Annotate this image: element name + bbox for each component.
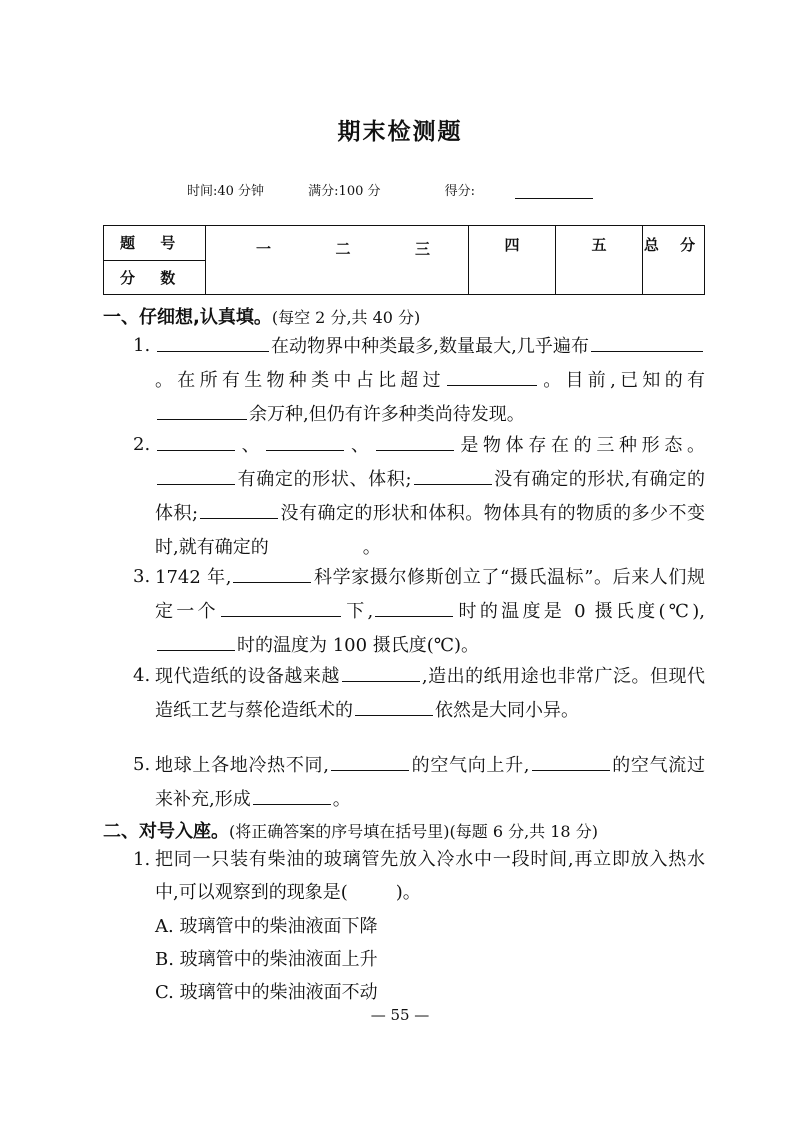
question-text: 的空气向上升, bbox=[410, 755, 530, 776]
question-1-5 bbox=[133, 748, 705, 816]
answer-blank[interactable] bbox=[331, 748, 409, 771]
question-text: 没有确定的形状,有确定的体积; bbox=[155, 469, 705, 524]
score-table bbox=[103, 225, 705, 295]
question-text: 的空气流过来补充,形成 bbox=[155, 755, 705, 810]
question-text: 在动物界中种类最多,数量最大,几乎遍布 bbox=[271, 336, 589, 357]
question-text: 下, bbox=[342, 601, 374, 622]
section1-heading bbox=[103, 303, 420, 329]
answer-blank[interactable] bbox=[157, 428, 235, 451]
question-text: )。 bbox=[395, 882, 421, 903]
exam-meta bbox=[0, 180, 800, 199]
question-text: 现代造纸的设备越来越 bbox=[155, 666, 340, 687]
separator: 、 bbox=[237, 435, 265, 456]
answer-blank[interactable] bbox=[157, 462, 235, 485]
question-text: 。 bbox=[332, 789, 351, 810]
full-score: 满分:100 分 bbox=[308, 184, 381, 199]
question-text: 把同一只装有柴油的玻璃管先放入冷水中一段时间,再立即放入热水中,可以观察到的现象是( bbox=[155, 849, 705, 903]
question-number: 4. bbox=[133, 665, 151, 686]
question-number: 1. bbox=[133, 335, 151, 356]
time-limit: 时间:40 分钟 bbox=[186, 184, 265, 199]
col-header-total: 总 分 bbox=[643, 226, 705, 295]
answer-blank[interactable] bbox=[591, 329, 703, 352]
answer-blank[interactable] bbox=[266, 428, 344, 451]
option-b: B. 玻璃管中的柴油液面上升 bbox=[155, 949, 378, 970]
question-1-2 bbox=[133, 428, 705, 564]
question-text: ,造出的纸用途也非常广泛。但现代造纸工艺与蔡伦造纸术的 bbox=[155, 666, 705, 721]
section1-note: (每空 2 分,共 40 分) bbox=[271, 308, 421, 327]
question-number: 1. bbox=[133, 849, 151, 870]
section2-heading bbox=[103, 817, 598, 843]
score-blank[interactable] bbox=[515, 186, 593, 199]
answer-blank[interactable] bbox=[157, 329, 269, 352]
question-text: 。在所有生物种类中占比超过 bbox=[155, 370, 445, 391]
section1-title: 一、仔细想,认真填。 bbox=[103, 307, 272, 328]
question-text: 依然是大同小异。 bbox=[435, 700, 579, 721]
row-label-score: 分 数 bbox=[104, 260, 206, 295]
question-text: 。目前,已知的有 bbox=[538, 370, 705, 391]
answer-blank[interactable] bbox=[532, 748, 610, 771]
answer-blank[interactable] bbox=[271, 530, 361, 553]
page-title: 期末检测题 bbox=[337, 119, 463, 145]
separator: 、 bbox=[346, 435, 374, 456]
option-a: A. 玻璃管中的柴油液面下降 bbox=[155, 916, 378, 937]
answer-blank[interactable] bbox=[157, 397, 247, 420]
col-header-3: 三 bbox=[414, 240, 430, 258]
answer-blank[interactable] bbox=[200, 496, 278, 519]
answer-blank[interactable] bbox=[355, 693, 433, 716]
answer-blank[interactable] bbox=[253, 782, 331, 805]
question-1-4 bbox=[133, 659, 705, 727]
question-text: 。 bbox=[362, 537, 381, 558]
answer-blank[interactable] bbox=[375, 594, 453, 617]
question-1-3 bbox=[133, 560, 705, 662]
col-header-2: 二 bbox=[335, 240, 351, 258]
question-text: 1742 年, bbox=[155, 567, 232, 588]
answer-blank[interactable] bbox=[221, 594, 341, 617]
section2-note: (将正确答案的序号填在括号里)(每题 6 分,共 18 分) bbox=[229, 822, 598, 841]
answer-blank[interactable] bbox=[414, 462, 492, 485]
option-c: C. 玻璃管中的柴油液面不动 bbox=[155, 982, 378, 1003]
answer-blank[interactable] bbox=[447, 363, 537, 386]
question-number: 5. bbox=[133, 754, 151, 775]
answer-blank[interactable] bbox=[342, 659, 420, 682]
score-label: 得分: bbox=[444, 184, 476, 199]
question-text: 余万种,但仍有许多种类尚待发现。 bbox=[249, 404, 525, 425]
question-1-1 bbox=[133, 329, 705, 431]
question-text: 科学家摄尔修斯创立了“摄氏温标”。后来人们规定一个 bbox=[155, 567, 705, 622]
question-text: 时的温度是 0 摄氏度(℃), bbox=[455, 601, 705, 622]
merged-header-cell bbox=[206, 226, 469, 295]
question-text: 没有确定的形状和体积。物体具有的物质的多少不变时,就有确定的 bbox=[155, 503, 705, 558]
page-number: — 55 — bbox=[370, 1006, 430, 1024]
answer-blank[interactable] bbox=[233, 560, 311, 583]
col-header-4: 四 bbox=[469, 226, 556, 295]
col-header-5: 五 bbox=[556, 226, 643, 295]
question-text: 有确定的形状、体积; bbox=[237, 469, 412, 490]
col-header-1: 一 bbox=[256, 240, 272, 258]
question-number: 3. bbox=[133, 566, 151, 587]
question-number: 2. bbox=[133, 434, 151, 455]
question-text: 时的温度为 100 摄氏度(℃)。 bbox=[237, 635, 479, 656]
answer-blank[interactable] bbox=[157, 628, 235, 651]
question-2-1 bbox=[133, 843, 705, 909]
section2-title: 二、对号入座。 bbox=[103, 821, 229, 842]
row-label-question: 题 号 bbox=[104, 226, 206, 261]
answer-blank[interactable] bbox=[376, 428, 454, 451]
question-text: 地球上各地冷热不同, bbox=[155, 755, 329, 776]
score-field bbox=[425, 180, 613, 199]
question-text: 是物体存在的三种形态。 bbox=[455, 435, 706, 456]
